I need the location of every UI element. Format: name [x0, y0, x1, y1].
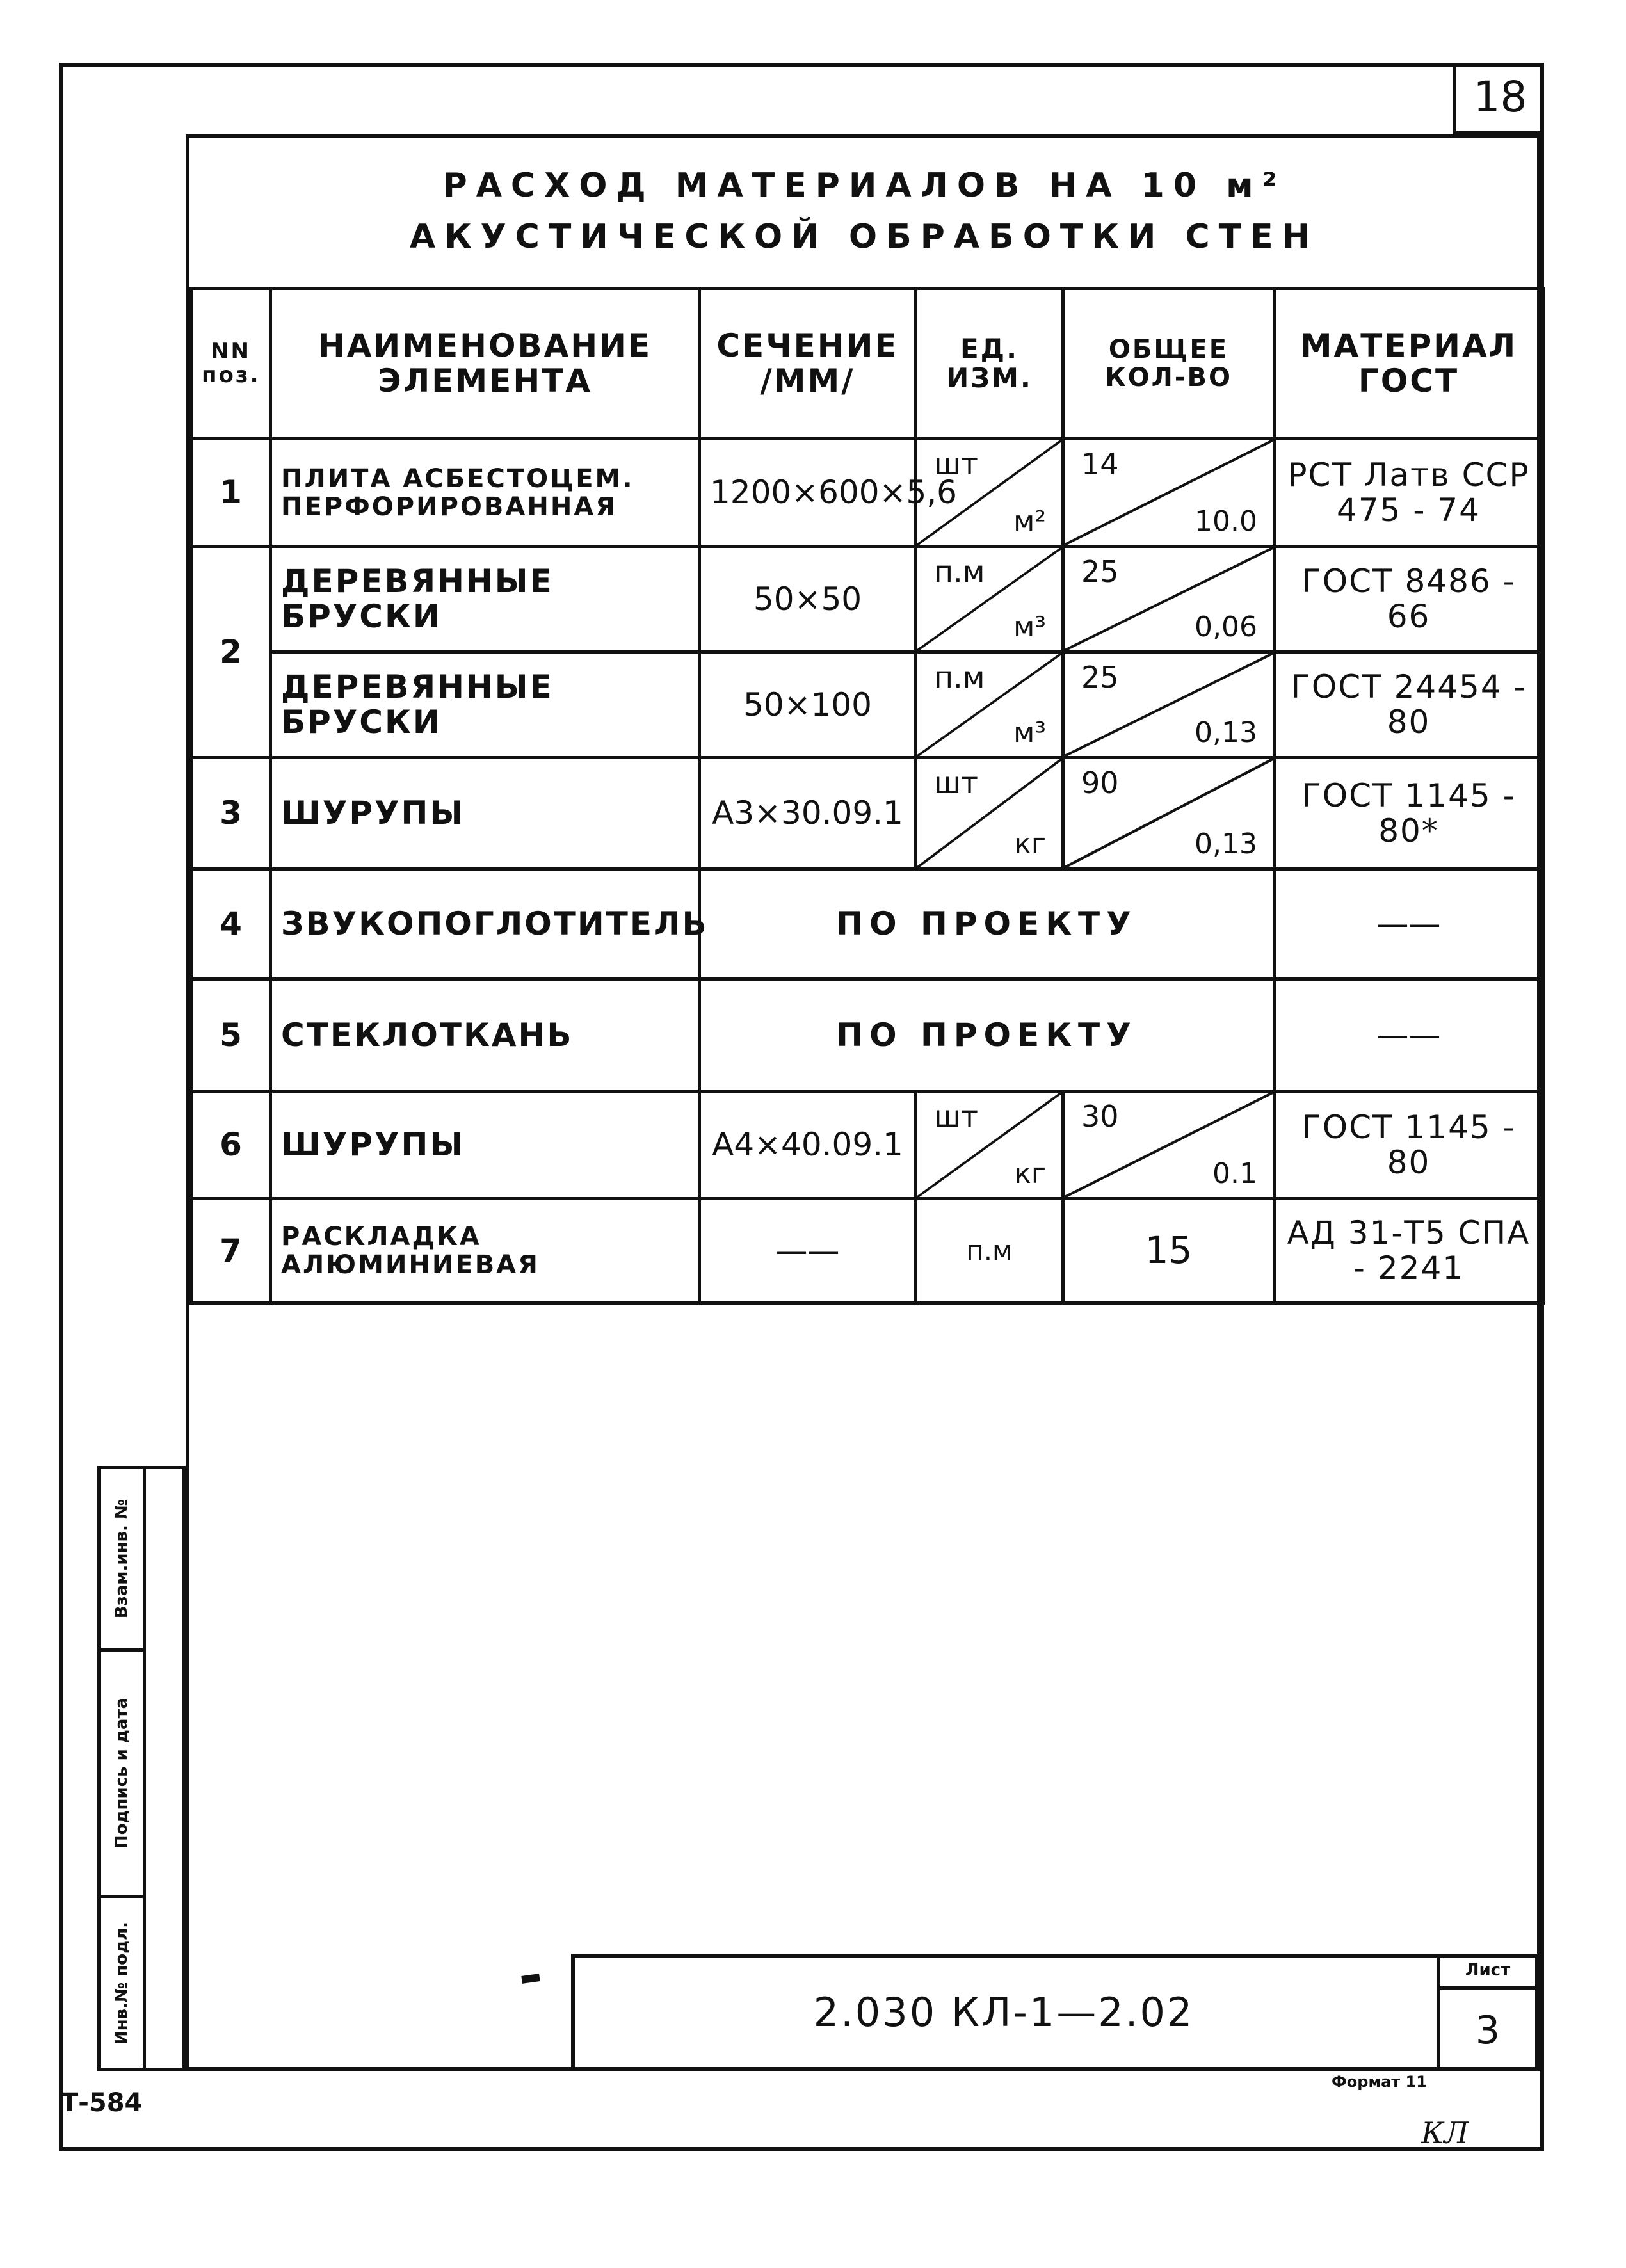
row-num: 7 — [191, 1199, 271, 1303]
row-unit — [916, 547, 1063, 652]
header-total: ОБЩЕЕ КОЛ-ВО — [1063, 289, 1275, 439]
qty-top: 25 — [1081, 554, 1119, 589]
bottom-code: Т-584 — [61, 2088, 143, 2118]
table-row — [191, 1199, 1543, 1303]
qty-bottom: 0,13 — [1195, 827, 1257, 860]
row-name: ШУРУПЫ — [271, 758, 700, 869]
row-material: РСТ Латв ССР 475 - 74 — [1275, 439, 1543, 547]
row-name: ЗВУКОПОГЛОТИТЕЛЬ — [271, 869, 700, 979]
row-qty — [1063, 547, 1275, 652]
table-row — [191, 1091, 1543, 1199]
sheet-label: Лист — [1437, 1954, 1539, 1990]
row-section: 1200×600×5,6 — [700, 439, 916, 547]
row-by-design: ПО ПРОЕКТУ — [700, 869, 1275, 979]
side-label-podpis: Подпись и дата — [112, 1697, 132, 1849]
row-num: 2 — [191, 547, 271, 758]
unit-top: шт — [934, 1099, 978, 1134]
row-name: ШУРУПЫ — [271, 1091, 700, 1199]
header-material: МАТЕРИАЛ ГОСТ — [1275, 289, 1543, 439]
side-stamp-column — [97, 1466, 186, 2071]
qty-bottom: 0,06 — [1195, 610, 1257, 643]
qty-bottom: 0.1 — [1212, 1157, 1257, 1190]
row-name: ДЕРЕВЯННЫЕ БРУСКИ — [271, 652, 700, 758]
unit-bottom: кг — [1014, 1157, 1046, 1190]
header-unit: ЕД. ИЗМ. — [916, 289, 1063, 439]
row-num: 6 — [191, 1091, 271, 1199]
header-name: НАИМЕНОВАНИЕ ЭЛЕМЕНТА — [271, 289, 700, 439]
row-num: 1 — [191, 439, 271, 547]
document-code: 2.030 КЛ-1—2.02 — [813, 1989, 1195, 2036]
sheet-page-number: 3 — [1475, 2007, 1501, 2053]
title-line-1: РАСХОД МАТЕРИАЛОВ НА 10 м² — [442, 166, 1286, 205]
format-label: Формат 11 — [1332, 2073, 1427, 2091]
row-qty — [1063, 652, 1275, 758]
qty-top: 25 — [1081, 660, 1119, 695]
row-num: 3 — [191, 758, 271, 869]
row-num: 5 — [191, 979, 271, 1091]
unit-bottom: м³ — [1013, 610, 1046, 643]
side-cell-vzam — [101, 1469, 143, 1652]
unit-top: п.м — [934, 554, 985, 589]
row-qty: 15 — [1063, 1199, 1275, 1303]
row-unit — [916, 1091, 1063, 1199]
row-name: РАСКЛАДКА АЛЮМИНИЕВАЯ — [271, 1199, 700, 1303]
row-section: 50×50 — [700, 547, 916, 652]
qty-bottom: 10.0 — [1195, 504, 1257, 538]
table-row — [191, 547, 1543, 652]
row-material: —— — [1275, 869, 1543, 979]
row-material: —— — [1275, 979, 1543, 1091]
table-row — [191, 439, 1543, 547]
unit-top: шт — [934, 447, 978, 481]
row-section: 50×100 — [700, 652, 916, 758]
row-section: —— — [700, 1199, 916, 1303]
unit-bottom: м³ — [1013, 716, 1046, 749]
table-row — [191, 652, 1543, 758]
row-unit — [916, 758, 1063, 869]
unit-top: шт — [934, 766, 978, 800]
row-num: 4 — [191, 869, 271, 979]
row-name: СТЕКЛОТКАНЬ — [271, 979, 700, 1091]
qty-top: 90 — [1081, 766, 1119, 800]
table-row — [191, 869, 1543, 979]
unit-bottom: м² — [1013, 504, 1046, 538]
row-name: ПЛИТА АСБЕСТОЦЕМ. ПЕРФОРИРОВАННАЯ — [271, 439, 700, 547]
row-material: ГОСТ 1145 - 80 — [1275, 1091, 1543, 1199]
materials-table — [189, 287, 1545, 1305]
row-material: ГОСТ 1145 - 80* — [1275, 758, 1543, 869]
signature-initials: КЛ — [1421, 2116, 1469, 2150]
row-by-design: ПО ПРОЕКТУ — [700, 979, 1275, 1091]
document-title — [192, 160, 1536, 262]
row-qty — [1063, 758, 1275, 869]
side-divider — [143, 1469, 146, 2068]
row-name: ДЕРЕВЯННЫЕ БРУСКИ — [271, 547, 700, 652]
row-unit: п.м — [916, 1199, 1063, 1303]
row-section: А4×40.09.1 — [700, 1091, 916, 1199]
unit-top: п.м — [934, 660, 985, 695]
qty-top: 30 — [1081, 1099, 1119, 1134]
header-section: СЕЧЕНИЕ /ММ/ — [700, 289, 916, 439]
row-unit — [916, 439, 1063, 547]
table-row — [191, 758, 1543, 869]
row-material: ГОСТ 24454 - 80 — [1275, 652, 1543, 758]
table-row — [191, 979, 1543, 1091]
row-unit — [916, 652, 1063, 758]
header-num: NN поз. — [191, 289, 271, 439]
row-qty — [1063, 1091, 1275, 1199]
side-cell-podpis — [101, 1652, 143, 1898]
side-label-inv: Инв.№ подл. — [112, 1921, 132, 2045]
sheet-number: 18 — [1453, 63, 1544, 134]
title-line-2: АКУСТИЧЕСКОЙ ОБРАБОТКИ СТЕН — [409, 218, 1319, 256]
side-label-vzam: Взам.инв. № — [112, 1499, 132, 1619]
row-qty — [1063, 439, 1275, 547]
row-material: АД 31-Т5 СПА - 2241 — [1275, 1199, 1543, 1303]
unit-bottom: кг — [1014, 827, 1046, 860]
row-section: А3×30.09.1 — [700, 758, 916, 869]
side-cell-inv — [101, 1898, 143, 2068]
qty-bottom: 0,13 — [1195, 716, 1257, 749]
qty-top: 14 — [1081, 447, 1119, 481]
row-material: ГОСТ 8486 - 66 — [1275, 547, 1543, 652]
table-header-row — [191, 289, 1543, 439]
